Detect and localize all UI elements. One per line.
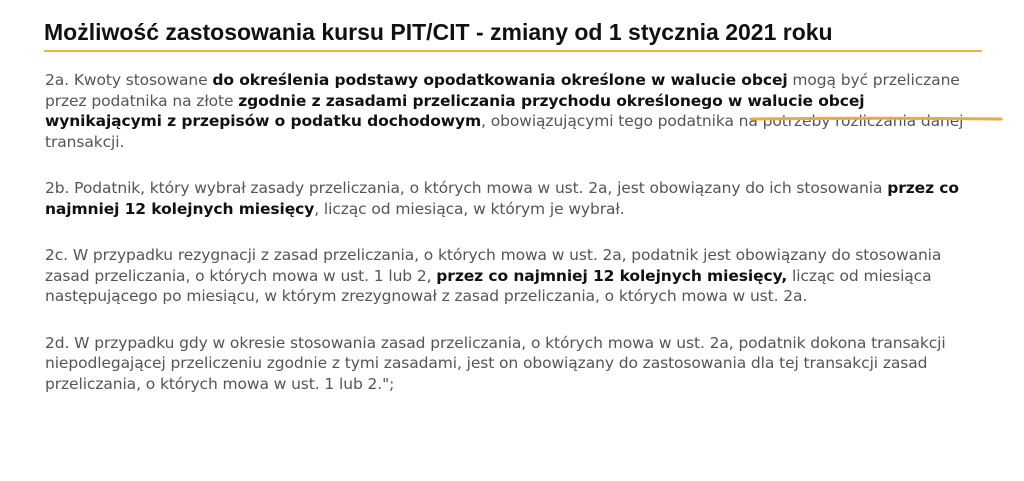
p2b-bold-1: przez co najmniej 12 kolejnych miesięcy bbox=[45, 179, 959, 218]
p2a-bold-2: zgodnie z zasadami przeliczania przychodu określonego w walucie obcej wynikającymi z przepisów o podatku dochodowym bbox=[45, 91, 865, 130]
slide-content bbox=[45, 70, 985, 420]
slide-title: Możliwość zastosowania kursu PIT/CIT - zmiany od 1 stycznia 2021 roku bbox=[44, 19, 833, 45]
slide-header bbox=[44, 16, 982, 52]
p2d-text-1: 2d. W przypadku gdy w okresie stosowania zasad przeliczania, o których mowa w ust. 2a, podatnik dokona transakcji niepodlegającej przeliczeniu zgodnie z tymi zasadami, jest on obowiązany do zastosowania dla tej transakcji zasad przeliczania, o których mowa w ust. 1 lub 2."; bbox=[45, 333, 946, 393]
p2b-text-1: 2b. Podatnik, który wybrał zasady przeliczania, o których mowa w ust. 2a, jest obowiązany do ich stosowania bbox=[45, 179, 888, 197]
p2c-bold-1: przez co najmniej 12 kolejnych miesięcy, bbox=[436, 266, 788, 285]
paragraph-2a bbox=[45, 70, 985, 152]
p2a-text-2: mogą być przeliczane przez podatnika na złote bbox=[45, 71, 960, 110]
p2b-text-2: , licząc od miesiąca, w którym je wybrał. bbox=[314, 199, 625, 218]
p2c-text-2: licząc od miesiąca następującego po miesiącu, w którym zrezygnował z zasad przeliczania, o których mowa w ust. 2a. bbox=[45, 266, 932, 305]
paragraph-2b bbox=[45, 178, 985, 219]
highlight-underline-stroke bbox=[749, 116, 1003, 122]
title-underline-rule bbox=[44, 50, 982, 52]
p2a-bold-1: do określenia podstawy opodatkowania określone w walucie obcej bbox=[212, 71, 788, 89]
p2a-text-3: , obowiązującymi tego podatnika na potrzeby rozliczania danej transakcji. bbox=[45, 112, 964, 151]
paragraph-2c bbox=[45, 245, 985, 307]
p2c-text-1: 2c. W przypadku rezygnacji z zasad przeliczania, o których mowa w ust. 2a, podatnik jest obowiązany do stosowania zasad przeliczania, o których mowa w ust. 1 lub 2, bbox=[45, 246, 942, 285]
p2a-text-1: 2a. Kwoty stosowane bbox=[45, 71, 213, 89]
paragraph-2d bbox=[45, 333, 985, 395]
